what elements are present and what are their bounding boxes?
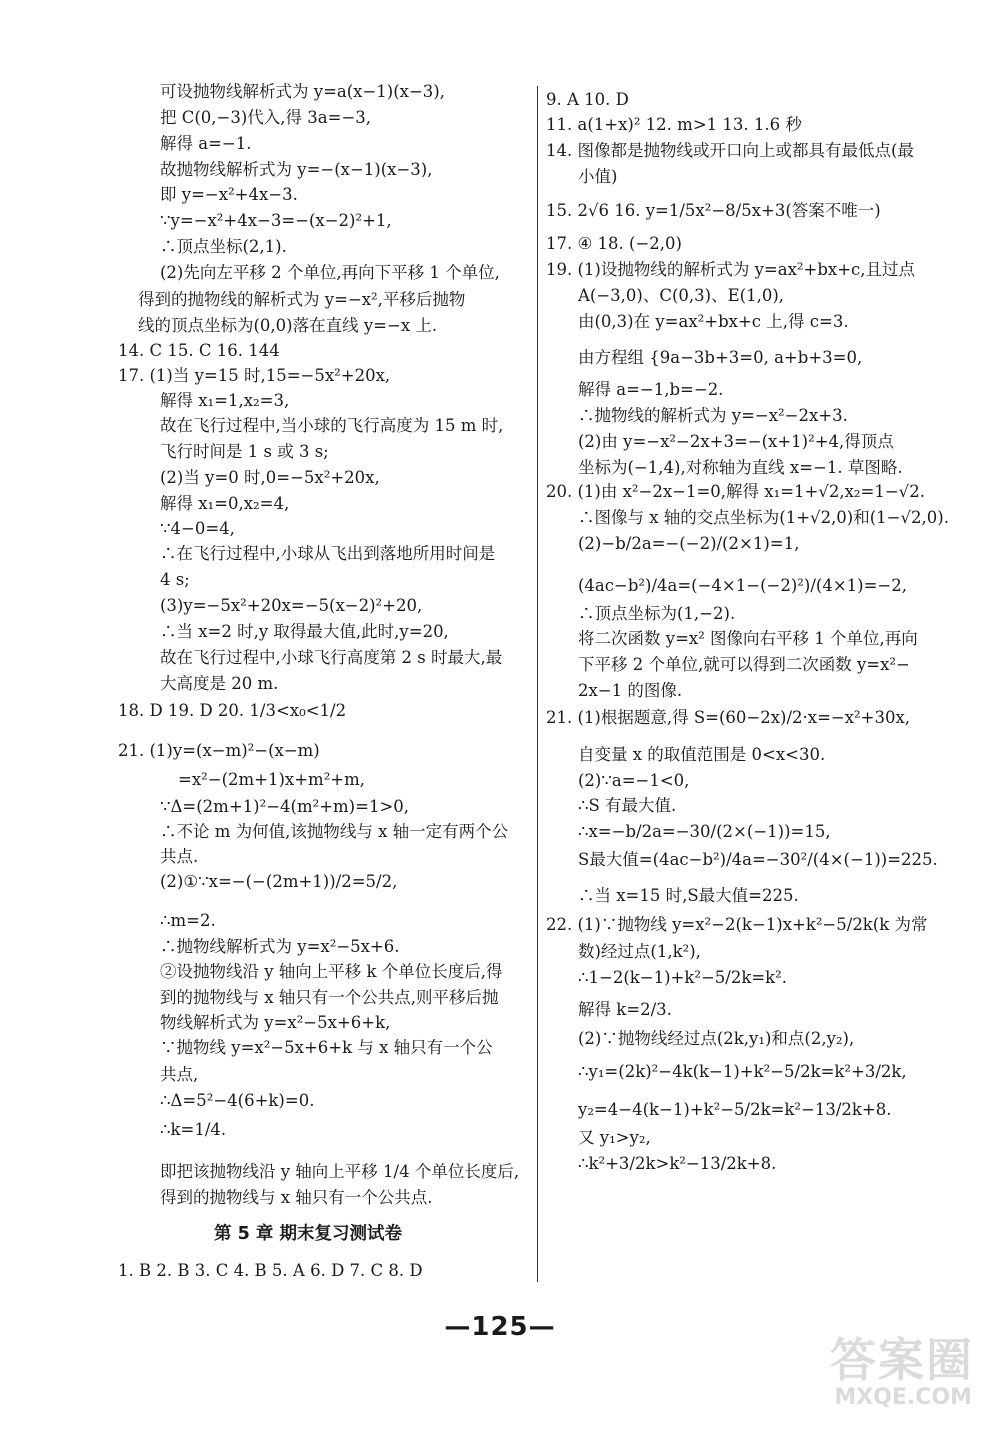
left-column-line: (2)当 y=0 时,0=−5x²+20x, bbox=[160, 468, 380, 487]
left-column-line: 故抛物线解析式为 y=−(x−1)(x−3), bbox=[160, 160, 433, 179]
right-column-line: A(−3,0)、C(0,3)、E(1,0), bbox=[578, 286, 785, 305]
left-column-line: ∴k=1/4. bbox=[160, 1120, 227, 1139]
page-number: —125— bbox=[444, 1312, 556, 1342]
left-column-line: (2)先向左平移 2 个单位,再向下平移 1 个单位, bbox=[160, 263, 500, 282]
right-column-line: 解得 a=−1,b=−2. bbox=[578, 380, 724, 399]
right-column-line: 坐标为(−1,4),对称轴为直线 x=−1. 草图略. bbox=[578, 458, 903, 477]
right-column-line: 15. 2√6 16. y=1/5x²−8/5x+3(答案不唯一) bbox=[546, 201, 881, 220]
right-column-line: 小值) bbox=[578, 167, 618, 186]
right-column-line: ∴1−2(k−1)+k²−5/2k=k². bbox=[578, 968, 788, 987]
watermark-logo: 答案圈 bbox=[830, 1333, 974, 1387]
left-column-line: ∴抛物线解析式为 y=x²−5x+6. bbox=[160, 937, 400, 956]
right-column-line: ∴y₁=(2k)²−4k(k−1)+k²−5/2k=k²+3/2k, bbox=[578, 1062, 907, 1081]
left-column-line: 线的顶点坐标为(0,0)落在直线 y=−x 上. bbox=[138, 316, 438, 335]
right-column-line: 由(0,3)在 y=ax²+bx+c 上,得 c=3. bbox=[578, 312, 849, 331]
right-column-line: 2x−1 的图像. bbox=[578, 681, 683, 700]
left-column-line: 即把该抛物线沿 y 轴向上平移 1/4 个单位长度后, bbox=[160, 1162, 520, 1181]
left-column-line: 1. B 2. B 3. C 4. B 5. A 6. D 7. C 8. D bbox=[118, 1261, 423, 1280]
right-column-line: ∴抛物线的解析式为 y=−x²−2x+3. bbox=[578, 406, 848, 425]
right-column-line: 19. (1)设抛物线的解析式为 y=ax²+bx+c,且过点 bbox=[546, 260, 916, 279]
right-column-line: (2)∵a=−1<0, bbox=[578, 771, 690, 790]
left-column-line: 大高度是 20 m. bbox=[160, 674, 279, 693]
left-column-line: 共点. bbox=[160, 847, 199, 866]
right-column-line: (4ac−b²)/4a=(−4×1−(−2)²)/(4×1)=−2, bbox=[578, 576, 907, 595]
left-column-line: ∴当 x=2 时,y 取得最大值,此时,y=20, bbox=[160, 622, 449, 641]
left-column-line: ∵抛物线 y=x²−5x+6+k 与 x 轴只有一个公 bbox=[160, 1038, 493, 1057]
right-column-line: 由方程组 {9a−3b+3=0, a+b+3=0, bbox=[578, 348, 863, 367]
left-column-line: 即 y=−x²+4x−3. bbox=[160, 185, 298, 204]
right-column-line: ∴k²+3/2k>k²−13/2k+8. bbox=[578, 1154, 777, 1173]
right-column-line: 解得 k=2/3. bbox=[578, 1000, 672, 1019]
right-column-line: 又 y₁>y₂, bbox=[578, 1128, 651, 1147]
right-column-line: 数)经过点(1,k²), bbox=[578, 942, 701, 961]
right-column-line: (2)−b/2a=−(−2)/(2×1)=1, bbox=[578, 534, 800, 553]
left-column-line: ∴不论 m 为何值,该抛物线与 x 轴一定有两个公 bbox=[160, 822, 509, 841]
left-column-line: 18. D 19. D 20. 1/3<x₀<1/2 bbox=[118, 701, 347, 720]
left-column-line: 4 s; bbox=[160, 570, 190, 589]
left-column-line: ∴Δ=5²−4(6+k)=0. bbox=[160, 1091, 315, 1110]
left-column-line: ∵y=−x²+4x−3=−(x−2)²+1, bbox=[160, 211, 392, 230]
left-column-line: 把 C(0,−3)代入,得 3a=−3, bbox=[160, 108, 372, 127]
column-divider bbox=[537, 86, 538, 1282]
left-column-line: 得到的抛物线与 x 轴只有一个公共点. bbox=[160, 1188, 433, 1207]
left-column-line: 解得 x₁=1,x₂=3, bbox=[160, 391, 290, 410]
right-column-line: 22. (1)∵抛物线 y=x²−2(k−1)x+k²−5/2k(k 为常 bbox=[546, 915, 928, 934]
left-column-line: 14. C 15. C 16. 144 bbox=[118, 341, 280, 360]
watermark-url: MXQE.COM bbox=[834, 1385, 972, 1410]
right-column-line: (2)由 y=−x²−2x+3=−(x+1)²+4,得顶点 bbox=[578, 432, 894, 451]
right-column-line: ∴x=−b/2a=−30/(2×(−1))=15, bbox=[578, 822, 831, 841]
left-column-line: 共点, bbox=[160, 1065, 199, 1084]
right-column-line: ∴S 有最大值. bbox=[578, 796, 677, 815]
watermark bbox=[778, 1324, 978, 1414]
left-column-line: 飞行时间是 1 s 或 3 s; bbox=[160, 442, 329, 461]
left-column-line: ②设抛物线沿 y 轴向上平移 k 个单位长度后,得 bbox=[160, 962, 503, 981]
left-column-line: ∴顶点坐标(2,1). bbox=[160, 237, 287, 256]
left-column-line: 21. (1)y=(x−m)²−(x−m) bbox=[118, 741, 320, 760]
right-column-line: (2)∵抛物线经过点(2k,y₁)和点(2,y₂), bbox=[578, 1029, 855, 1048]
right-column-line: 将二次函数 y=x² 图像向右平移 1 个单位,再向 bbox=[578, 629, 918, 648]
right-column-line: ∴图像与 x 轴的交点坐标为(1+√2,0)和(1−√2,0). bbox=[578, 508, 949, 527]
left-column-line: 得到的抛物线的解析式为 y=−x²,平移后抛物 bbox=[138, 290, 466, 309]
left-column-line: 故在飞行过程中,小球飞行高度第 2 s 时最大,最 bbox=[160, 648, 503, 667]
right-column-line: 17. ④ 18. (−2,0) bbox=[546, 234, 682, 253]
right-column-line: y₂=4−4(k−1)+k²−5/2k=k²−13/2k+8. bbox=[578, 1100, 892, 1119]
left-column-line: ∴在飞行过程中,小球从飞出到落地所用时间是 bbox=[160, 544, 496, 563]
left-column-line: 解得 a=−1. bbox=[160, 134, 252, 153]
left-column-line: =x²−(2m+1)x+m²+m, bbox=[178, 770, 366, 789]
left-column-line: ∵Δ=(2m+1)²−4(m²+m)=1>0, bbox=[160, 797, 410, 816]
right-column-line: 11. a(1+x)² 12. m>1 13. 1.6 秒 bbox=[546, 115, 802, 134]
right-column-line: ∴当 x=15 时,S最大值=225. bbox=[578, 886, 799, 905]
left-column-line: (2)①∵x=−(−(2m+1))/2=5/2, bbox=[160, 872, 398, 891]
right-column-line: 9. A 10. D bbox=[546, 90, 629, 109]
right-column-line: 20. (1)由 x²−2x−1=0,解得 x₁=1+√2,x₂=1−√2. bbox=[546, 482, 925, 501]
left-column-line: 解得 x₁=0,x₂=4, bbox=[160, 494, 290, 513]
left-column-line: (3)y=−5x²+20x=−5(x−2)²+20, bbox=[160, 596, 423, 615]
left-column-line: ∴m=2. bbox=[160, 911, 216, 930]
right-column-line: 21. (1)根据题意,得 S=(60−2x)/2·x=−x²+30x, bbox=[546, 708, 911, 727]
left-column-line: 第 5 章 期末复习测试卷 bbox=[214, 1224, 402, 1244]
right-column-line: S最大值=(4ac−b²)/4a=−30²/(4×(−1))=225. bbox=[578, 850, 938, 869]
left-column-line: 可设抛物线解析式为 y=a(x−1)(x−3), bbox=[160, 82, 445, 101]
left-column-line: 17. (1)当 y=15 时,15=−5x²+20x, bbox=[118, 366, 391, 385]
left-column-line: 到的抛物线与 x 轴只有一个公共点,则平移后抛 bbox=[160, 988, 499, 1007]
left-column-line: 故在飞行过程中,当小球的飞行高度为 15 m 时, bbox=[160, 416, 504, 435]
left-column-line: 物线解析式为 y=x²−5x+6+k, bbox=[160, 1013, 391, 1032]
right-column-line: 下平移 2 个单位,就可以得到二次函数 y=x²− bbox=[578, 655, 910, 674]
right-column-line: ∴顶点坐标为(1,−2). bbox=[578, 604, 736, 623]
right-column-line: 自变量 x 的取值范围是 0<x<30. bbox=[578, 745, 826, 764]
right-column-line: 14. 图像都是抛物线或开口向上或都具有最低点(最 bbox=[546, 141, 914, 160]
left-column-line: ∵4−0=4, bbox=[160, 519, 235, 538]
